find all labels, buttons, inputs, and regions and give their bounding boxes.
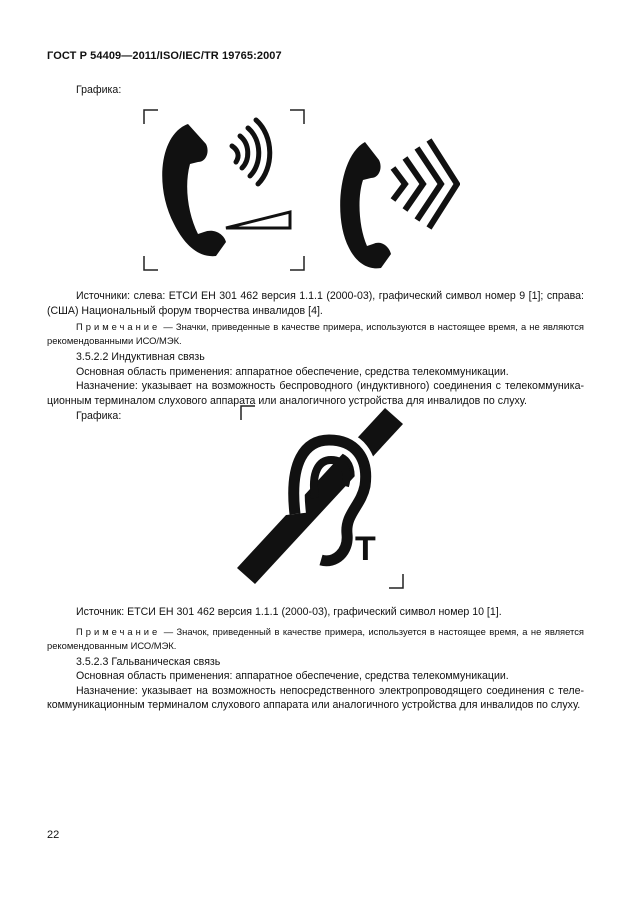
graphics-label: Графика:: [76, 84, 122, 96]
inductive-coupling-icon: [237, 402, 407, 592]
source-text: Источник: ЕТСИ ЕН 301 462 версия 1.1.1 (2000-03), графический символ номер 10 [1].: [76, 606, 502, 618]
section-heading: 3.5.2.3 Гальваническая связь: [76, 655, 221, 668]
document-header: ГОСТ Р 54409—2011/ISO/IEC/TR 19765:2007: [47, 50, 282, 62]
section-heading: 3.5.2.2 Индуктивная связь: [76, 351, 205, 364]
note-text: — Значок, приведенный в качестве примера, используется в настоящее время, а не является рекомендованным ИСО/МЭК.: [47, 625, 584, 651]
note-text: — Значки, приведенные в качестве примера, используются в настоящее время, а не являются рекомендованными ИСО/МЭК.: [47, 321, 584, 347]
telephone-sound-waves-icon: [335, 138, 460, 273]
note-label: Примечание: [76, 625, 161, 637]
purpose-text: Назначение: указывает на возможность непосредственного электропроводящего соединения с телекоммуникационным терминалом слухового аппарата или аналогичного устройства для инвалидов по слуху.: [47, 684, 584, 712]
sources-text: Источники: слева: ЕТСИ ЕН 301 462 версия 1.1.1 (2000-03), графический символ номер 9 [1]; справа: (США) Национальный форум творчества инвалидов [4].: [47, 290, 584, 317]
note-paragraph: [47, 625, 584, 653]
telephone-signal-icon: [140, 106, 308, 274]
graphics-label: Графика:: [76, 409, 122, 422]
note-label: Примечание: [76, 321, 161, 333]
source-paragraph: [47, 605, 584, 713]
page-number: 22: [47, 829, 60, 841]
scope-text: Основная область применения: аппаратное обеспечение, средства телекоммуникации.: [76, 670, 509, 683]
note-paragraph: [47, 320, 584, 348]
scope-text: Основная область применения: аппаратное обеспечение, средства телекоммуникации.: [76, 365, 509, 378]
t-letter: T: [355, 530, 376, 568]
purpose-text: Назначение: указывает на возможность беспроводного (индуктивного) соединения с телекоммуникационным терминалом слухового аппарата или аналогичного устройства для инвалидов по слуху.: [47, 380, 584, 407]
